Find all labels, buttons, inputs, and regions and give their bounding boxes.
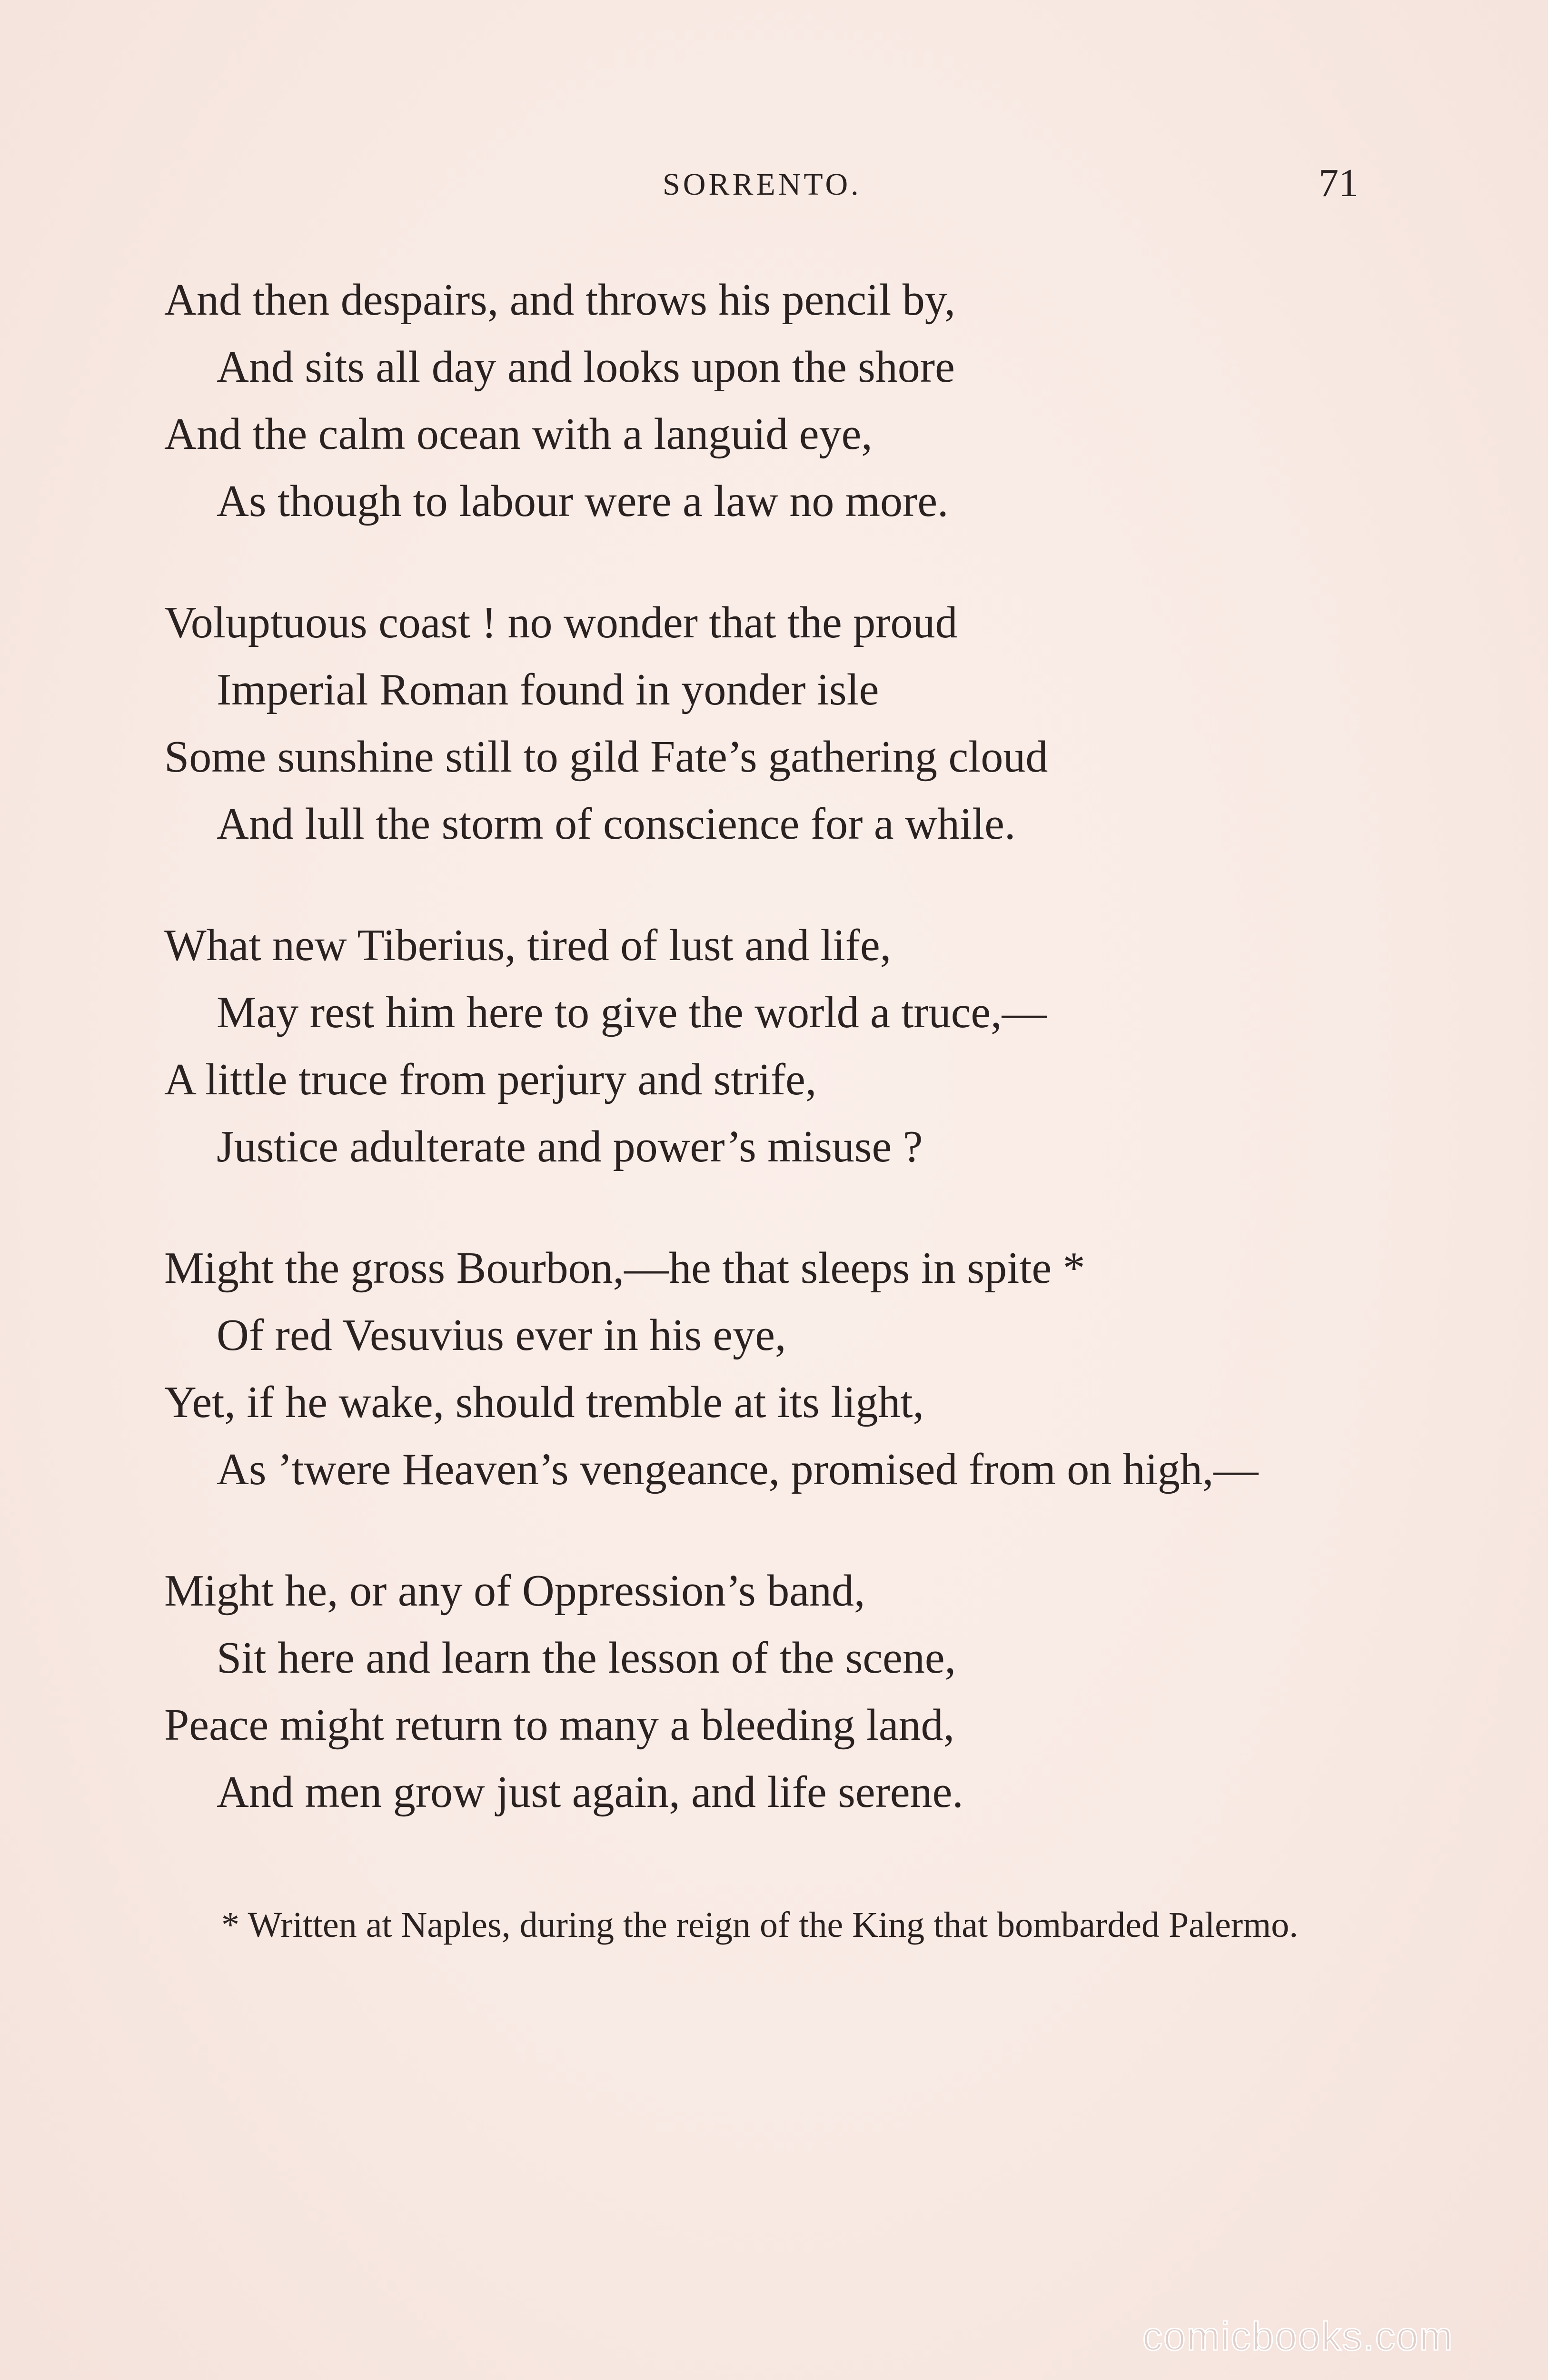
- stanza-1: [164, 267, 1383, 535]
- poem-line: And lull the storm of conscience for a while.: [217, 799, 1016, 849]
- poem-line: Yet, if he wake, should tremble at its light,: [164, 1378, 924, 1427]
- poem-line: Sit here and learn the lesson of the scene,: [217, 1633, 956, 1683]
- poem-line: Justice adulterate and power’s misuse ?: [217, 1122, 923, 1171]
- poem-line: Some sunshine still to gild Fate’s gathering cloud: [164, 732, 1048, 782]
- stanza-2: [164, 589, 1383, 858]
- stanza-3: [164, 912, 1383, 1180]
- poem-line: And then despairs, and throws his pencil by,: [164, 275, 956, 325]
- footnote: * Written at Naples, during the reign of the King that bombarded Palermo.: [221, 1905, 1299, 1945]
- page-number: 71: [1319, 161, 1359, 205]
- running-title: SORRENTO.: [663, 167, 862, 202]
- poem-body: [164, 267, 1383, 1826]
- poem-line: Might the gross Bourbon,—he that sleeps in spite *: [164, 1243, 1085, 1293]
- poem-line: A little truce from perjury and strife,: [164, 1055, 817, 1104]
- watermark-text: comicbooks.com: [1142, 2314, 1454, 2359]
- poem-line: As ’twere Heaven’s vengeance, promised from on high,—: [217, 1445, 1259, 1494]
- poem-line: May rest him here to give the world a truce,—: [217, 988, 1047, 1037]
- poem-line: Might he, or any of Oppression’s band,: [164, 1566, 865, 1616]
- poem-line: Voluptuous coast ! no wonder that the proud: [164, 598, 958, 647]
- poem-line: Peace might return to many a bleeding land,: [164, 1700, 955, 1750]
- poem-line: What new Tiberius, tired of lust and life,: [164, 921, 892, 970]
- poem-line: Imperial Roman found in yonder isle: [217, 665, 879, 714]
- poem-line: And sits all day and looks upon the shore: [217, 342, 955, 392]
- poem-line: Of red Vesuvius ever in his eye,: [217, 1310, 786, 1360]
- poem-line: As though to labour were a law no more.: [217, 476, 949, 526]
- poem-line: And men grow just again, and life serene.: [217, 1767, 963, 1817]
- stanza-5: [164, 1557, 1383, 1826]
- stanza-4: [164, 1235, 1383, 1503]
- poem-line: And the calm ocean with a languid eye,: [164, 409, 873, 459]
